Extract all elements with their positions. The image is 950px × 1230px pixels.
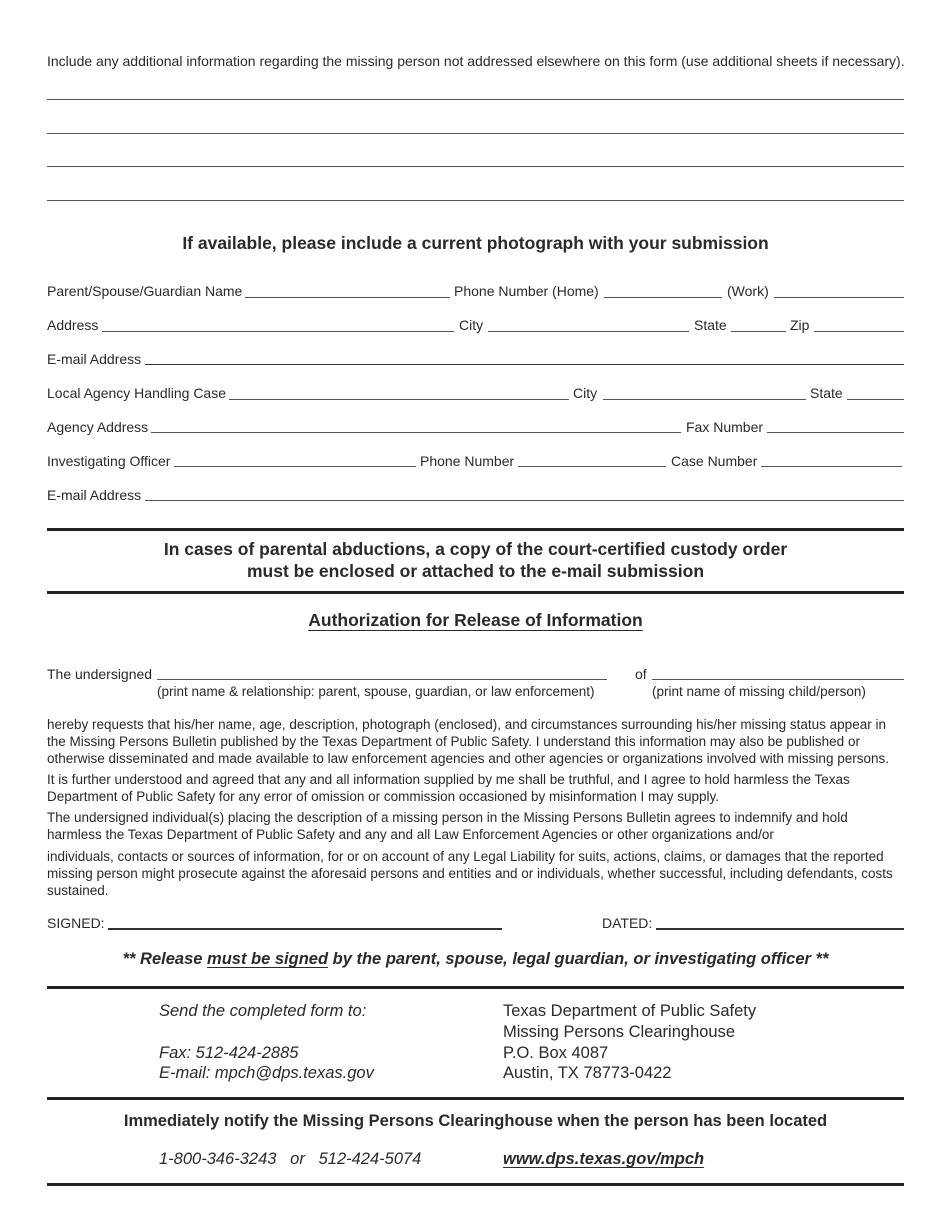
send-email[interactable]: E-mail: mpch@dps.texas.gov — [159, 1064, 374, 1082]
of-label: of — [635, 666, 647, 682]
officer-email-field[interactable] — [145, 500, 904, 501]
local-agency-field[interactable] — [229, 399, 569, 400]
authorization-title-wrap — [47, 609, 904, 631]
release-notice-post: by the parent, spouse, legal guardian, or investigating officer ** — [328, 950, 829, 968]
additional-info-line-4[interactable] — [47, 200, 904, 201]
state-field[interactable] — [731, 331, 786, 332]
section-divider — [47, 986, 904, 989]
fax-number-label: Fax Number — [686, 419, 764, 435]
authorization-paragraph-2: It is further understood and agreed that any and all information supplied by me shall be truthful, and I agree to hold harmless the Texas Department of Public Safety for any error of omission or commission occasioned by misinformation I may supply. — [47, 772, 850, 804]
photo-note: If available, please include a current photograph with your submission — [182, 233, 769, 253]
additional-info-instructions: Include any additional information regarding the missing person not addressed elsewhere on this form (use additional sheets if necessary). — [47, 53, 905, 69]
agency-city-field[interactable] — [603, 399, 806, 400]
phone-home-field[interactable] — [604, 297, 722, 298]
custody-notice-line-1: In cases of parental abductions, a copy of the court-certified custody order — [163, 539, 788, 559]
signed-label: SIGNED: — [47, 915, 105, 931]
officer-email-label: E-mail Address — [47, 487, 142, 503]
custody-notice-line-2: must be enclosed or attached to the e-mail submission — [246, 561, 705, 581]
undersigned-label: The undersigned — [47, 666, 153, 682]
phone-work-field[interactable] — [774, 297, 904, 298]
missing-person-hint: (print name of missing child/person) — [652, 684, 866, 699]
authorization-paragraph-1: hereby requests that his/her name, age, description, photograph (enclosed), and circumstances surrounding his/her missing status appear in the Missing Persons Bulletin published by the Texas Department of Public Safety. I understand this information may also be published or otherwise disseminated and made available to law enforcement agencies and other agencies or organizations involved with missing persons. — [47, 717, 889, 766]
section-divider — [47, 1183, 904, 1186]
state-label: State — [694, 317, 727, 333]
address-field[interactable] — [102, 331, 454, 332]
email-label: E-mail Address — [47, 351, 142, 367]
send-city: Austin, TX 78773-0422 — [503, 1064, 672, 1082]
undersigned-name-field[interactable] — [157, 679, 607, 680]
officer-phone-field[interactable] — [518, 466, 666, 467]
release-notice — [47, 948, 904, 970]
send-po-box: P.O. Box 4087 — [503, 1044, 609, 1062]
zip-label: Zip — [790, 317, 810, 333]
undersigned-hint: (print name & relationship: parent, spouse, guardian, or law enforcement) — [157, 684, 595, 699]
authorization-paragraph-3: The undersigned individual(s) placing the description of a missing person in the Missing Persons Bulletin agrees to indemnify and hold harmless the Texas Department of Public Safety and any and all Law Enforcement Agencies or other organizations and/or — [47, 810, 848, 842]
additional-info-line-1[interactable] — [47, 99, 904, 100]
additional-info-line-2[interactable] — [47, 133, 904, 134]
dated-label: DATED: — [602, 915, 653, 931]
local-agency-label: Local Agency Handling Case — [47, 385, 227, 401]
section-divider — [47, 1097, 904, 1100]
agency-city-label: City — [573, 385, 598, 401]
release-notice-emphasis: must be signed — [207, 950, 329, 968]
agency-state-field[interactable] — [847, 399, 904, 400]
email-field[interactable] — [145, 364, 904, 365]
signature-field[interactable] — [108, 928, 502, 930]
notify-phones: 1-800-346-3243 or 512-424-5074 — [159, 1150, 422, 1168]
authorization-title: Authorization for Release of Information — [308, 610, 643, 630]
notify-text: Immediately notify the Missing Persons Clearinghouse when the person has been located — [123, 1112, 828, 1130]
authorization-paragraph-4: individuals, contacts or sources of information, for or on account of any Legal Liability for suits, actions, claims, or damages that the reported missing person might prosecute against the aforesaid persons and entities and or individuals, whether successful, including defendants, costs sustained. — [47, 849, 893, 898]
case-number-field[interactable] — [761, 466, 902, 467]
address-label: Address — [47, 317, 99, 333]
additional-info-line-3[interactable] — [47, 166, 904, 167]
city-field[interactable] — [488, 331, 689, 332]
send-fax: Fax: 512-424-2885 — [159, 1044, 299, 1062]
date-field[interactable] — [656, 928, 904, 930]
send-org-name: Texas Department of Public Safety — [503, 1002, 757, 1020]
release-notice-pre: ** Release — [122, 950, 208, 968]
section-divider — [47, 591, 904, 594]
investigating-officer-field[interactable] — [174, 466, 416, 467]
city-label: City — [459, 317, 484, 333]
agency-address-field[interactable] — [151, 432, 681, 433]
send-org-unit: Missing Persons Clearinghouse — [503, 1023, 736, 1041]
fax-number-field[interactable] — [767, 432, 904, 433]
investigating-officer-label: Investigating Officer — [47, 453, 171, 469]
guardian-name-label: Parent/Spouse/Guardian Name — [47, 283, 243, 299]
notify-website-link[interactable]: www.dps.texas.gov/mpch — [503, 1150, 705, 1168]
agency-state-label: State — [810, 385, 843, 401]
guardian-name-field[interactable] — [245, 297, 450, 298]
missing-person-name-field[interactable] — [652, 679, 904, 680]
officer-phone-label: Phone Number — [420, 453, 515, 469]
phone-home-label: Phone Number (Home) — [454, 283, 599, 299]
agency-address-label: Agency Address — [47, 419, 149, 435]
phone-work-label: (Work) — [727, 283, 769, 299]
case-number-label: Case Number — [671, 453, 758, 469]
section-divider — [47, 528, 904, 531]
send-label: Send the completed form to: — [159, 1002, 367, 1020]
zip-field[interactable] — [814, 331, 904, 332]
